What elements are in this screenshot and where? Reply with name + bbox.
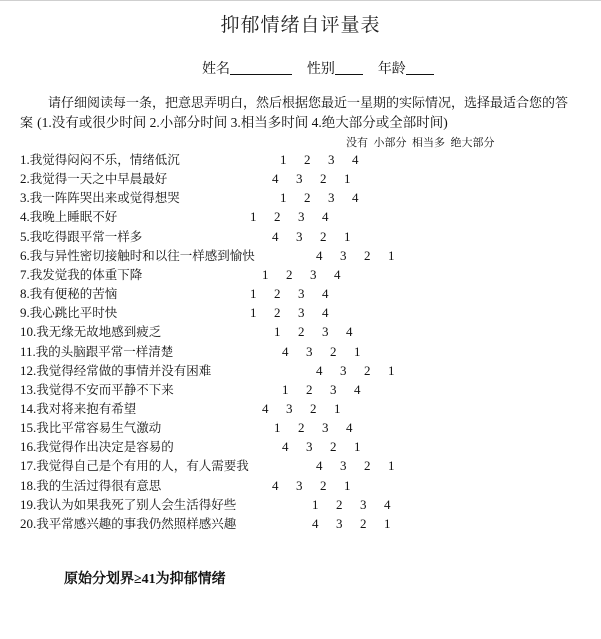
score-option[interactable]: 4 (322, 305, 329, 320)
score-option[interactable]: 4 (312, 516, 319, 531)
score-option[interactable]: 1 (388, 458, 395, 473)
question-item (20, 342, 173, 361)
score-option[interactable]: 3 (328, 190, 335, 205)
score-option[interactable]: 3 (340, 363, 347, 378)
question-number: 8. (20, 286, 30, 301)
score-option[interactable]: 1 (388, 248, 395, 263)
score-option[interactable]: 1 (250, 286, 257, 301)
question-text: 我心跳比平时快 (29, 305, 118, 320)
question-number: 2. (20, 171, 30, 186)
score-option[interactable]: 4 (322, 209, 329, 224)
score-option[interactable]: 2 (298, 420, 305, 435)
question-item (20, 284, 117, 303)
score-option[interactable]: 4 (282, 439, 289, 454)
question-item (20, 399, 136, 418)
score-option[interactable]: 3 (360, 497, 367, 512)
score-option[interactable]: 3 (296, 229, 303, 244)
score-options (280, 150, 376, 169)
question-number: 12. (20, 363, 37, 378)
score-option[interactable]: 2 (310, 401, 317, 416)
score-option[interactable]: 2 (330, 344, 337, 359)
score-option[interactable]: 2 (364, 363, 371, 378)
instructions-text: 请仔细阅读每一条，把意思弄明白，然后根据您最近一星期的实际情况，选择最适合您的答案 (20, 96, 569, 131)
score-option[interactable]: 2 (320, 478, 327, 493)
score-option[interactable]: 2 (274, 209, 281, 224)
score-option[interactable]: 4 (316, 363, 323, 378)
question-number: 18. (20, 478, 37, 493)
score-options (316, 456, 412, 475)
score-option[interactable]: 1 (354, 439, 361, 454)
name-label: 姓名 (202, 61, 230, 77)
score-option[interactable]: 3 (328, 152, 335, 167)
name-field[interactable] (230, 60, 292, 75)
question-text: 我吃得跟平常一样多 (29, 229, 143, 244)
question-item (20, 322, 161, 341)
score-option[interactable]: 1 (280, 152, 287, 167)
score-option[interactable]: 3 (296, 171, 303, 186)
question-text: 我觉得闷闷不乐，情绪低沉 (29, 152, 180, 167)
score-option[interactable]: 3 (322, 420, 329, 435)
score-option[interactable]: 2 (306, 382, 313, 397)
question-text: 我一阵阵哭出来或觉得想哭 (29, 190, 180, 205)
question-text: 我的头脑跟平常一样清楚 (35, 344, 174, 359)
sex-field[interactable] (335, 60, 363, 75)
question-text: 我发觉我的体重下降 (29, 267, 143, 282)
score-option[interactable]: 3 (306, 439, 313, 454)
score-option[interactable]: 4 (384, 497, 391, 512)
score-options (282, 380, 378, 399)
question-text: 我觉得不安而平静不下来 (36, 382, 174, 397)
age-field[interactable] (406, 60, 434, 75)
score-option[interactable]: 1 (344, 171, 351, 186)
score-option[interactable]: 3 (330, 382, 337, 397)
question-text: 我的生活过得很有意思 (36, 478, 162, 493)
score-option[interactable]: 3 (340, 458, 347, 473)
score-option[interactable]: 4 (272, 478, 279, 493)
question-number: 11. (20, 344, 36, 359)
score-option[interactable]: 4 (272, 171, 279, 186)
score-options (262, 265, 358, 284)
score-option[interactable]: 3 (336, 516, 343, 531)
score-option[interactable]: 4 (334, 267, 341, 282)
score-options (316, 246, 412, 265)
question-number: 20. (20, 516, 37, 531)
score-option[interactable]: 1 (334, 401, 341, 416)
score-option[interactable]: 1 (280, 190, 287, 205)
question-item (20, 303, 117, 322)
score-option[interactable]: 4 (262, 401, 269, 416)
question-number: 7. (20, 267, 30, 282)
question-text: 我觉得作出决定是容易的 (36, 439, 174, 454)
score-options (274, 418, 370, 437)
question-text: 我有便秘的苦恼 (29, 286, 118, 301)
score-option[interactable]: 2 (320, 229, 327, 244)
score-option[interactable]: 3 (310, 267, 317, 282)
score-options (312, 514, 408, 533)
score-options (250, 207, 346, 226)
question-item (20, 476, 161, 495)
score-option[interactable]: 4 (322, 286, 329, 301)
question-text: 我晚上睡眠不好 (29, 209, 118, 224)
score-option[interactable]: 3 (322, 324, 329, 339)
score-options (272, 227, 368, 246)
question-number: 14. (20, 401, 37, 416)
question-item (20, 169, 167, 188)
score-option[interactable]: 2 (304, 190, 311, 205)
score-option[interactable]: 3 (296, 478, 303, 493)
score-options (250, 303, 346, 322)
question-text: 我比平常容易生气激动 (36, 420, 162, 435)
top-divider (0, 0, 601, 1)
question-number: 9. (20, 305, 30, 320)
score-options (280, 188, 376, 207)
score-option[interactable]: 3 (306, 344, 313, 359)
score-option[interactable]: 2 (298, 324, 305, 339)
score-options (316, 361, 412, 380)
question-text: 我与异性密切接触时和以往一样感到愉快 (29, 248, 255, 263)
score-option[interactable]: 4 (316, 248, 323, 263)
score-options (250, 284, 346, 303)
sex-label: 性别 (306, 61, 335, 77)
score-option[interactable]: 4 (346, 324, 353, 339)
score-option[interactable]: 4 (354, 382, 361, 397)
score-option[interactable]: 2 (364, 248, 371, 263)
score-option[interactable]: 1 (384, 516, 391, 531)
score-option[interactable]: 1 (344, 229, 351, 244)
question-text: 我觉得自己是个有用的人，有人需要我 (36, 458, 249, 473)
question-number: 6. (20, 248, 30, 263)
instructions-options: (1.没有或很少时间 2.小部分时间 3.相当多时间 4.绝大部分或全部时间) (37, 115, 448, 130)
question-number: 4. (20, 209, 30, 224)
question-number: 10. (20, 324, 37, 339)
question-item (20, 361, 211, 380)
score-option[interactable]: 4 (346, 420, 353, 435)
age-label: 年龄 (377, 61, 406, 77)
question-text: 我无缘无故地感到疲乏 (36, 324, 162, 339)
score-option[interactable]: 3 (298, 305, 305, 320)
question-item (20, 150, 180, 169)
question-item (20, 418, 161, 437)
respondent-fields (202, 58, 434, 78)
score-options (282, 437, 378, 456)
question-text: 我觉得一天之中早晨最好 (29, 171, 168, 186)
score-option[interactable]: 2 (286, 267, 293, 282)
score-option[interactable]: 3 (298, 286, 305, 301)
score-option[interactable]: 3 (286, 401, 293, 416)
question-number: 5. (20, 229, 30, 244)
question-item (20, 514, 236, 533)
score-option[interactable]: 4 (352, 190, 359, 205)
score-options (282, 342, 378, 361)
score-option[interactable]: 1 (250, 305, 257, 320)
question-number: 15. (20, 420, 37, 435)
question-number: 16. (20, 439, 37, 454)
question-text: 我平常感兴趣的事我仍然照样感兴趣 (36, 516, 237, 531)
score-option[interactable]: 3 (340, 248, 347, 263)
score-options (312, 495, 408, 514)
question-item (20, 495, 236, 514)
cutoff-note: 原始分划界≥41为抑郁情绪 (64, 572, 226, 587)
question-item (20, 265, 142, 284)
score-option[interactable]: 1 (354, 344, 361, 359)
score-option[interactable]: 4 (282, 344, 289, 359)
score-option[interactable]: 1 (344, 478, 351, 493)
score-option[interactable]: 2 (336, 497, 343, 512)
score-option[interactable]: 4 (272, 229, 279, 244)
column-header: 没有 小部分 相当多 绝大部分 (346, 136, 495, 149)
score-options (262, 399, 358, 418)
instructions (20, 94, 580, 133)
question-item (20, 380, 174, 399)
question-number: 1. (20, 152, 30, 167)
question-text: 我觉得经常做的事情并没有困难 (36, 363, 212, 378)
score-option[interactable]: 2 (304, 152, 311, 167)
question-item (20, 227, 142, 246)
question-item (20, 437, 174, 456)
question-item (20, 456, 249, 475)
score-options (272, 169, 368, 188)
score-option[interactable]: 1 (274, 324, 281, 339)
question-item (20, 188, 180, 207)
score-option[interactable]: 1 (282, 382, 289, 397)
score-options (274, 322, 370, 341)
score-option[interactable]: 1 (274, 420, 281, 435)
score-option[interactable]: 4 (352, 152, 359, 167)
score-option[interactable]: 2 (274, 286, 281, 301)
question-number: 19. (20, 497, 37, 512)
score-option[interactable]: 1 (312, 497, 319, 512)
score-option[interactable]: 1 (262, 267, 269, 282)
question-text: 我认为如果我死了别人会生活得好些 (36, 497, 237, 512)
score-option[interactable]: 1 (388, 363, 395, 378)
question-number: 17. (20, 458, 37, 473)
score-option[interactable]: 2 (360, 516, 367, 531)
score-option[interactable]: 3 (298, 209, 305, 224)
question-number: 3. (20, 190, 30, 205)
score-option[interactable]: 2 (330, 439, 337, 454)
score-option[interactable]: 1 (250, 209, 257, 224)
score-option[interactable]: 2 (274, 305, 281, 320)
score-option[interactable]: 4 (316, 458, 323, 473)
score-options (272, 476, 368, 495)
question-text: 我对将来抱有希望 (36, 401, 137, 416)
score-option[interactable]: 2 (364, 458, 371, 473)
question-item (20, 207, 117, 226)
question-number: 13. (20, 382, 37, 397)
question-item (20, 246, 255, 265)
score-option[interactable]: 2 (320, 171, 327, 186)
page-title: 抑郁情绪自评量表 (220, 14, 381, 36)
